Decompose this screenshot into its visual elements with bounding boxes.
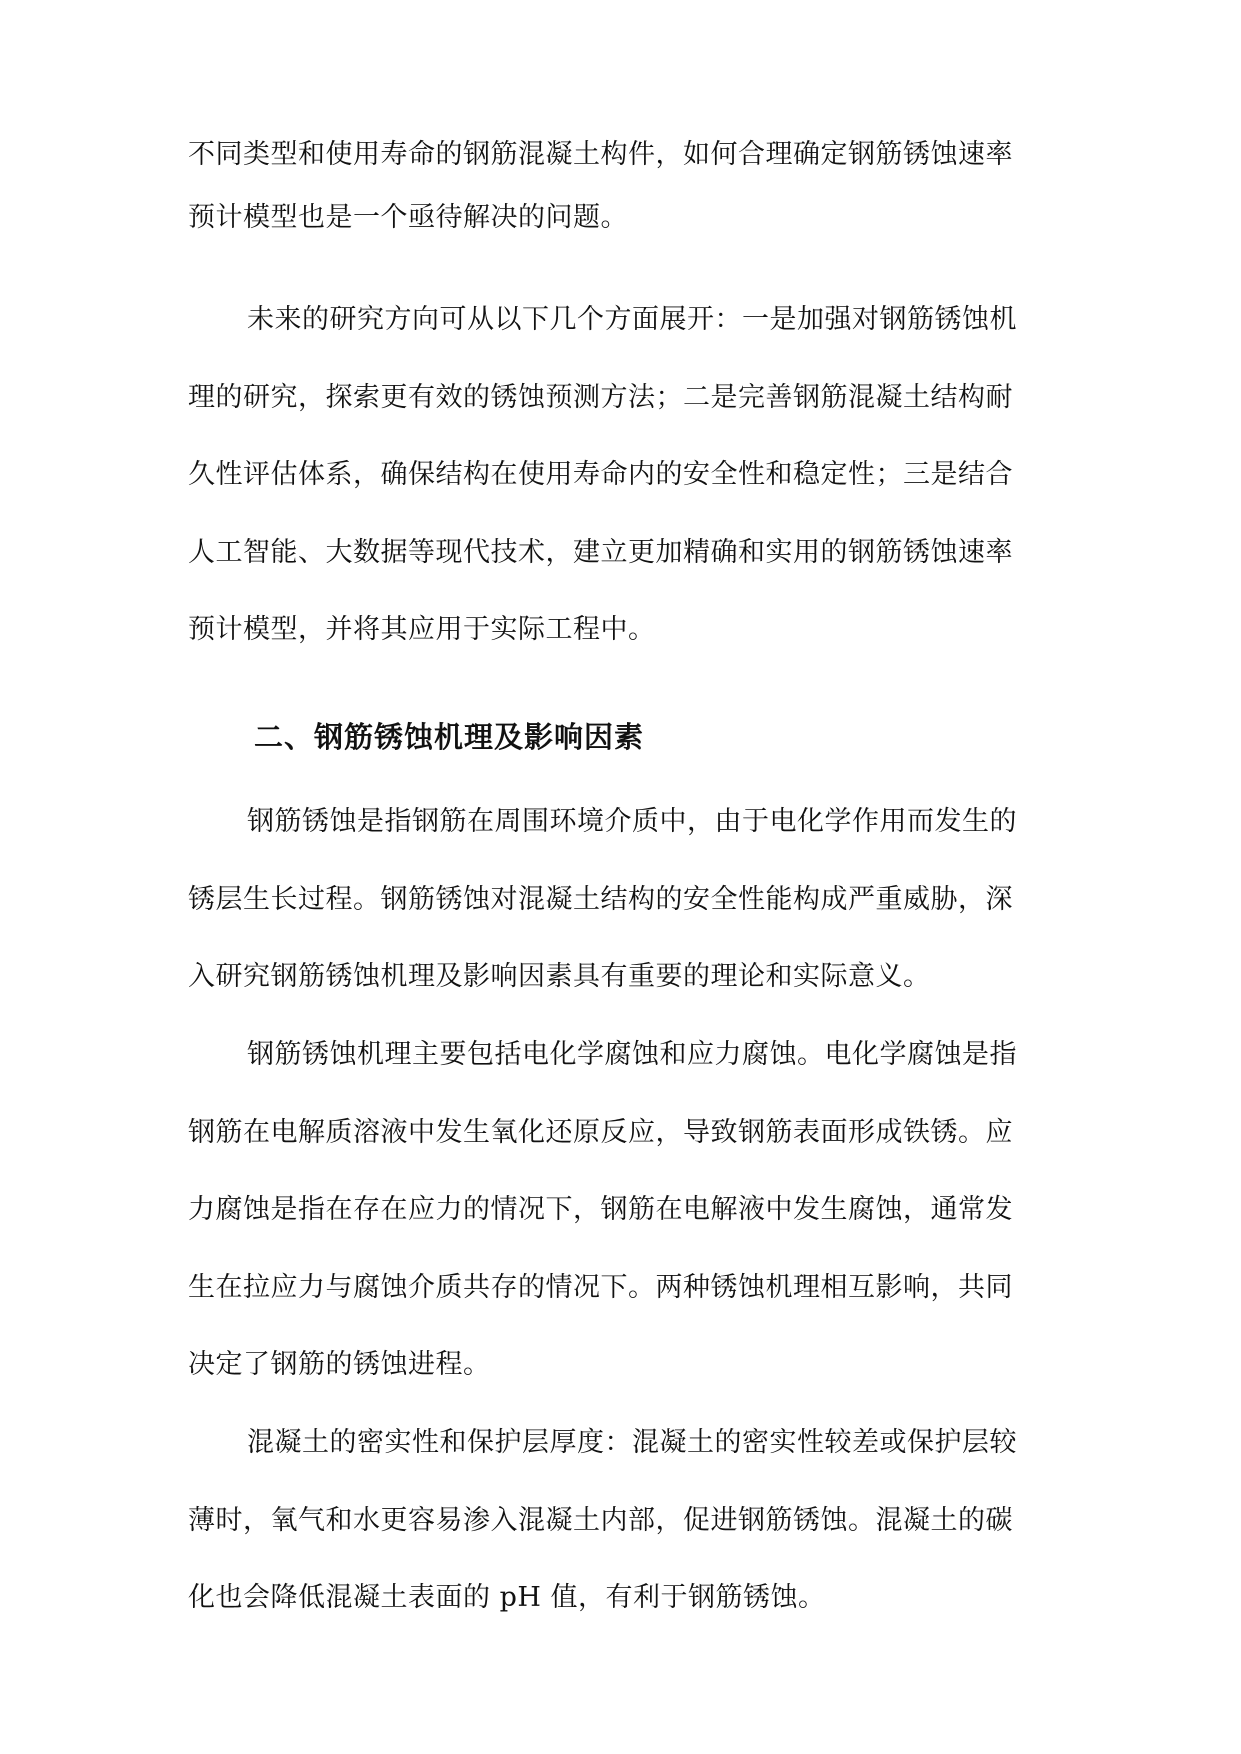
paragraph-line: 生在拉应力与腐蚀介质共存的情况下。两种锈蚀机理相互影响，共同 (188, 1272, 1013, 1303)
paragraph-line: 化也会降低混凝土表面的 pH 值，有利于钢筋锈蚀。 (188, 1582, 826, 1613)
paragraph-line: 决定了钢筋的锈蚀进程。 (188, 1349, 491, 1380)
paragraph-line: 人工智能、大数据等现代技术，建立更加精确和实用的钢筋锈蚀速率 (188, 537, 1013, 568)
paragraph-line: 钢筋锈蚀是指钢筋在周围环境介质中，由于电化学作用而发生的 (247, 806, 1017, 837)
paragraph-line: 钢筋锈蚀机理主要包括电化学腐蚀和应力腐蚀。电化学腐蚀是指 (247, 1039, 1017, 1070)
paragraph-line: 不同类型和使用寿命的钢筋混凝土构件，如何合理确定钢筋锈蚀速率 (188, 139, 1013, 170)
paragraph-line: 钢筋在电解质溶液中发生氧化还原反应，导致钢筋表面形成铁锈。应 (188, 1117, 1013, 1148)
paragraph-line: 入研究钢筋锈蚀机理及影响因素具有重要的理论和实际意义。 (188, 961, 931, 992)
paragraph-line: 力腐蚀是指在存在应力的情况下，钢筋在电解液中发生腐蚀，通常发 (188, 1194, 1013, 1225)
paragraph-line: 混凝土的密实性和保护层厚度：混凝土的密实性较差或保护层较 (247, 1427, 1017, 1458)
section-heading: 二、钢筋锈蚀机理及影响因素 (254, 720, 645, 754)
paragraph-line: 预计模型，并将其应用于实际工程中。 (188, 614, 656, 645)
paragraph-line: 锈层生长过程。钢筋锈蚀对混凝土结构的安全性能构成严重威胁，深 (188, 884, 1013, 915)
paragraph-line: 预计模型也是一个亟待解决的问题。 (188, 202, 628, 233)
paragraph-line: 久性评估体系，确保结构在使用寿命内的安全性和稳定性；三是结合 (188, 459, 1013, 490)
paragraph-line: 理的研究，探索更有效的锈蚀预测方法；二是完善钢筋混凝土结构耐 (188, 382, 1013, 413)
paragraph-line: 薄时，氧气和水更容易渗入混凝土内部，促进钢筋锈蚀。混凝土的碳 (188, 1505, 1013, 1536)
paragraph-line: 未来的研究方向可从以下几个方面展开：一是加强对钢筋锈蚀机 (247, 304, 1017, 335)
